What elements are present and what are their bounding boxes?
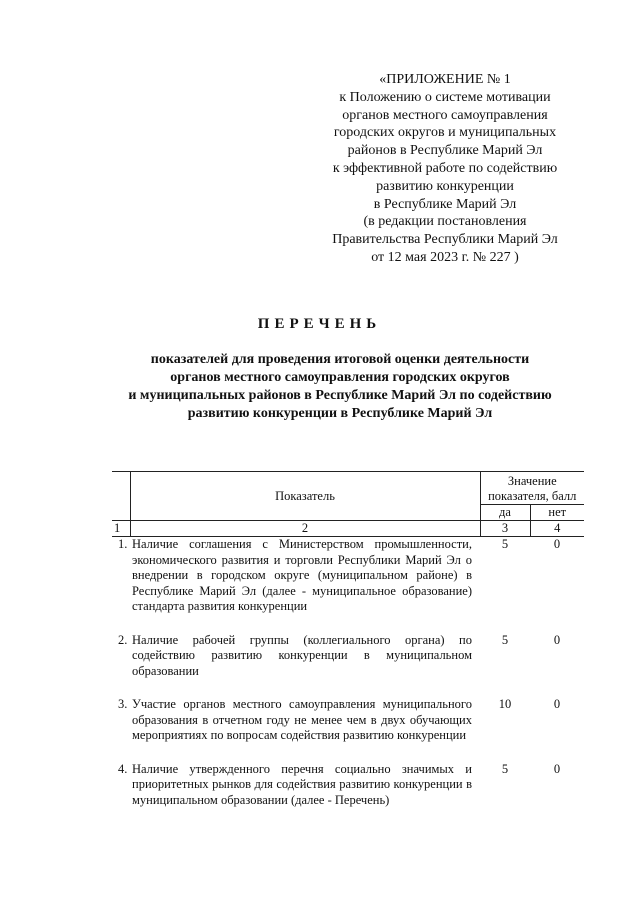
subtitle-line: органов местного самоуправления городских округов bbox=[170, 370, 510, 385]
table-header-row bbox=[112, 472, 584, 505]
appendix-line: развитию конкуренции bbox=[376, 178, 514, 194]
header-no: нет bbox=[530, 505, 584, 521]
header-yes: да bbox=[480, 505, 530, 521]
column-number: 3 bbox=[480, 521, 530, 537]
document-title: ПЕРЕЧЕНЬ bbox=[257, 316, 382, 332]
row-yes-score: 5 bbox=[501, 761, 509, 776]
subtitle-line: и муниципальных районов в Республике Марий Эл по содействию bbox=[128, 388, 552, 403]
appendix-line: к эффективной работе по содействию bbox=[332, 160, 558, 176]
appendix-line: в Республике Марий Эл bbox=[373, 196, 517, 212]
appendix-line: от 12 мая 2023 г. № 227 ) bbox=[371, 249, 519, 265]
row-number: 3. bbox=[118, 697, 128, 711]
row-number: 4. bbox=[118, 761, 128, 776]
indicators-table bbox=[112, 471, 584, 808]
column-number: 2 bbox=[130, 521, 480, 537]
header-num-cell bbox=[112, 472, 130, 521]
row-no-score: 0 bbox=[553, 761, 561, 776]
row-text: Наличие утвержденного перечня социально значимых и приоритетных рынков для содействия развитию конкуренции в муниципальном образовании (далее - Перечень) bbox=[132, 761, 472, 807]
subtitle-line: развитию конкуренции в Республике Марий Эл bbox=[187, 406, 493, 421]
row-yes-score: 5 bbox=[501, 632, 509, 647]
table-row bbox=[112, 537, 584, 615]
appendix-block bbox=[300, 71, 590, 267]
header-indicator: Показатель bbox=[130, 472, 480, 521]
column-number: 4 bbox=[530, 521, 584, 537]
row-text: Участие органов местного самоуправления муниципального образования в отчетном году не менее чем в двух обучающих мероприятиях по вопросам содействия развитию конкуренции bbox=[132, 697, 472, 742]
row-text: Наличие рабочей группы (коллегиального органа) по содействию развитию конкуренции в муниципальном образовании bbox=[132, 632, 472, 678]
row-number: 2. bbox=[118, 632, 128, 647]
table-row bbox=[112, 697, 584, 744]
appendix-line: «ПРИЛОЖЕНИЕ № 1 bbox=[379, 72, 511, 87]
header-value: Значение показателя, балл bbox=[480, 472, 584, 505]
row-no-score: 0 bbox=[553, 537, 561, 551]
row-yes-score: 10 bbox=[498, 697, 512, 711]
table-row bbox=[112, 633, 584, 680]
row-no-score: 0 bbox=[553, 697, 561, 711]
appendix-line: Правительства Республики Марий Эл bbox=[332, 232, 558, 248]
row-yes-score: 5 bbox=[501, 537, 509, 551]
appendix-line: районов в Республике Марий Эл bbox=[347, 143, 543, 159]
appendix-line: (в редакции постановления bbox=[363, 214, 527, 230]
row-number: 1. bbox=[118, 537, 128, 551]
appendix-line: органов местного самоуправления bbox=[342, 107, 548, 123]
table-row bbox=[112, 762, 584, 809]
column-number: 1 bbox=[112, 521, 130, 537]
appendix-line: городских округов и муниципальных bbox=[333, 125, 557, 141]
document-subtitle bbox=[90, 351, 590, 423]
row-no-score: 0 bbox=[553, 632, 561, 647]
column-numbers-row bbox=[112, 521, 584, 537]
row-text: Наличие соглашения с Министерством промышленности, экономического развития и торговли Республики Марий Эл о внедрении в городском округе (муниципальном районе) в Республике Марий Эл (далее - муниципальное образование) стандарта развития конкуренции bbox=[132, 537, 472, 613]
appendix-line: к Положению о системе мотивации bbox=[339, 89, 551, 105]
subtitle-line: показателей для проведения итоговой оценки деятельности bbox=[150, 352, 530, 367]
